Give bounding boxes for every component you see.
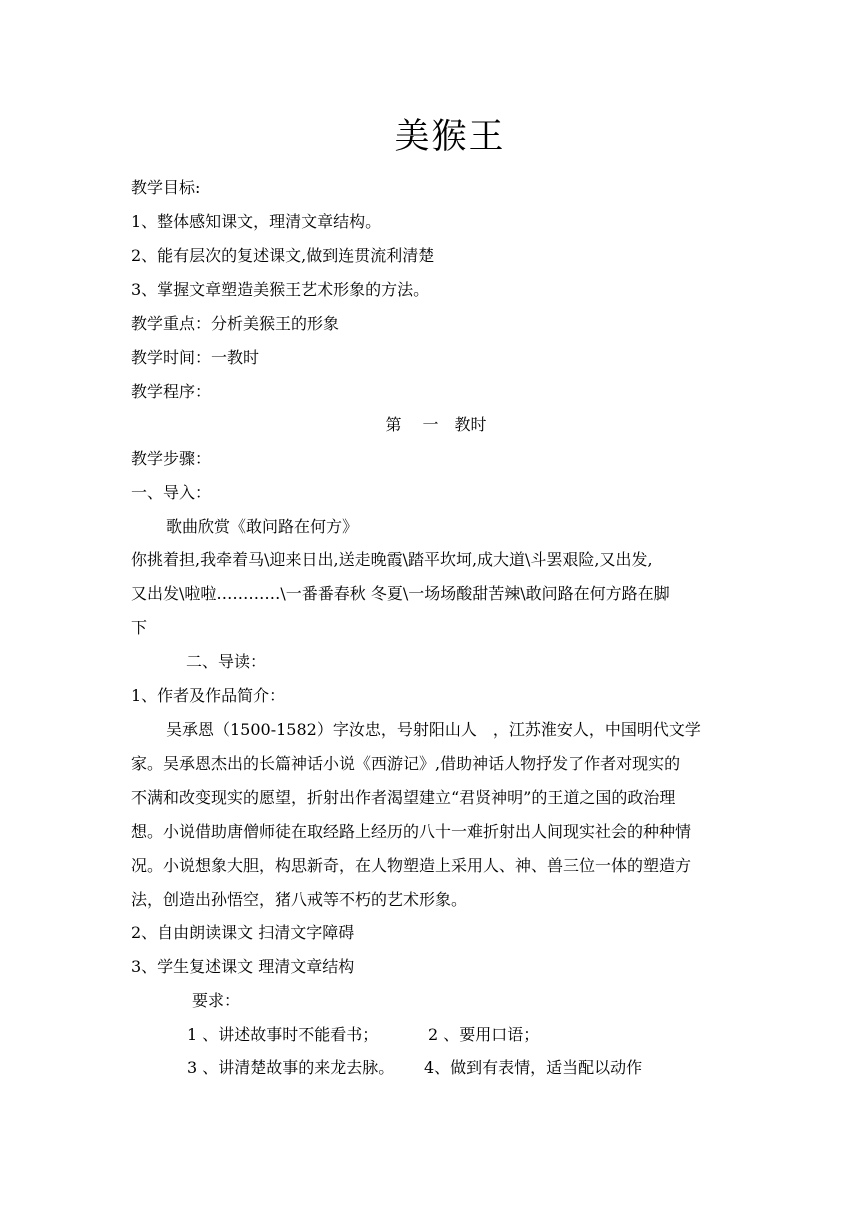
author-text-line: 法，创造出孙悟空，猪八戒等不朽的艺术形象。 [131,890,468,909]
goal-item-3: 3、掌握文章塑造美猴王艺术形象的方法。 [131,280,430,299]
lyric-line-3: 下 [131,618,148,637]
author-text-line: 不满和改变现实的愿望，折射出作者渴望建立“君贤神明”的王道之国的政治理 [131,788,676,807]
author-text-line: 想。小说借助唐僧师徒在取经路上经历的八十一难折射出人间现实社会的种种情 [131,822,692,841]
author-text-line: 家。吴承恩杰出的长篇神话小说《西游记》,借助神话人物抒发了作者对现实的 [131,754,681,773]
goal-item-1: 1、整体感知课文，理清文章结构。 [131,212,382,231]
requirement-1: 1 、讲述故事时不能看书； [187,1025,379,1044]
read-aloud-step: 2、自由朗读课文 扫清文字障碍 [131,923,355,942]
steps-label: 教学步骤： [131,449,212,468]
author-intro-label: 1、作者及作品简介： [131,686,286,705]
key-point: 教学重点：分析美猴王的形象 [131,314,340,333]
song-line: 歌曲欣赏《敢问路在何方》 [166,517,359,536]
goals-label: 教学目标: [131,178,201,197]
lyric-line-1: 你挑着担,我牵着马\迎来日出,送走晚霞\踏平坎坷,成大道\斗罢艰险,又出发, [131,550,653,569]
author-text-line: 吴承恩（1500-1582）字汝忠，号射阳山人 ，江苏淮安人，中国明代文学 [166,720,701,739]
requirement-3: 3 、讲清楚故事的来龙去脉。 [187,1058,395,1077]
document-title: 美猴王 [394,117,506,157]
requirements-label: 要求： [192,991,241,1010]
procedure-label: 教学程序： [131,382,212,401]
teaching-time: 教学时间：一教时 [131,348,260,367]
period-heading: 第 一 教时 [385,415,487,434]
lyric-line-2: 又出发\啦啦…………\一番番春秋 冬夏\一场场酸甜苦辣\敢问路在何方路在脚 [131,584,670,603]
section-guided-reading: 二、导读： [186,652,267,671]
goal-item-2: 2、能有层次的复述课文,做到连贯流利清楚 [131,246,435,265]
requirement-4: 4、做到有表情，适当配以动作 [424,1058,643,1077]
author-text-line: 况。小说想象大胆，构思新奇，在人物塑造上采用人、神、兽三位一体的塑造方 [131,856,692,875]
requirement-2: 2 、要用口语； [428,1025,540,1044]
section-intro: 一、导入： [131,483,212,502]
retell-step: 3、学生复述课文 理清文章结构 [131,957,355,976]
